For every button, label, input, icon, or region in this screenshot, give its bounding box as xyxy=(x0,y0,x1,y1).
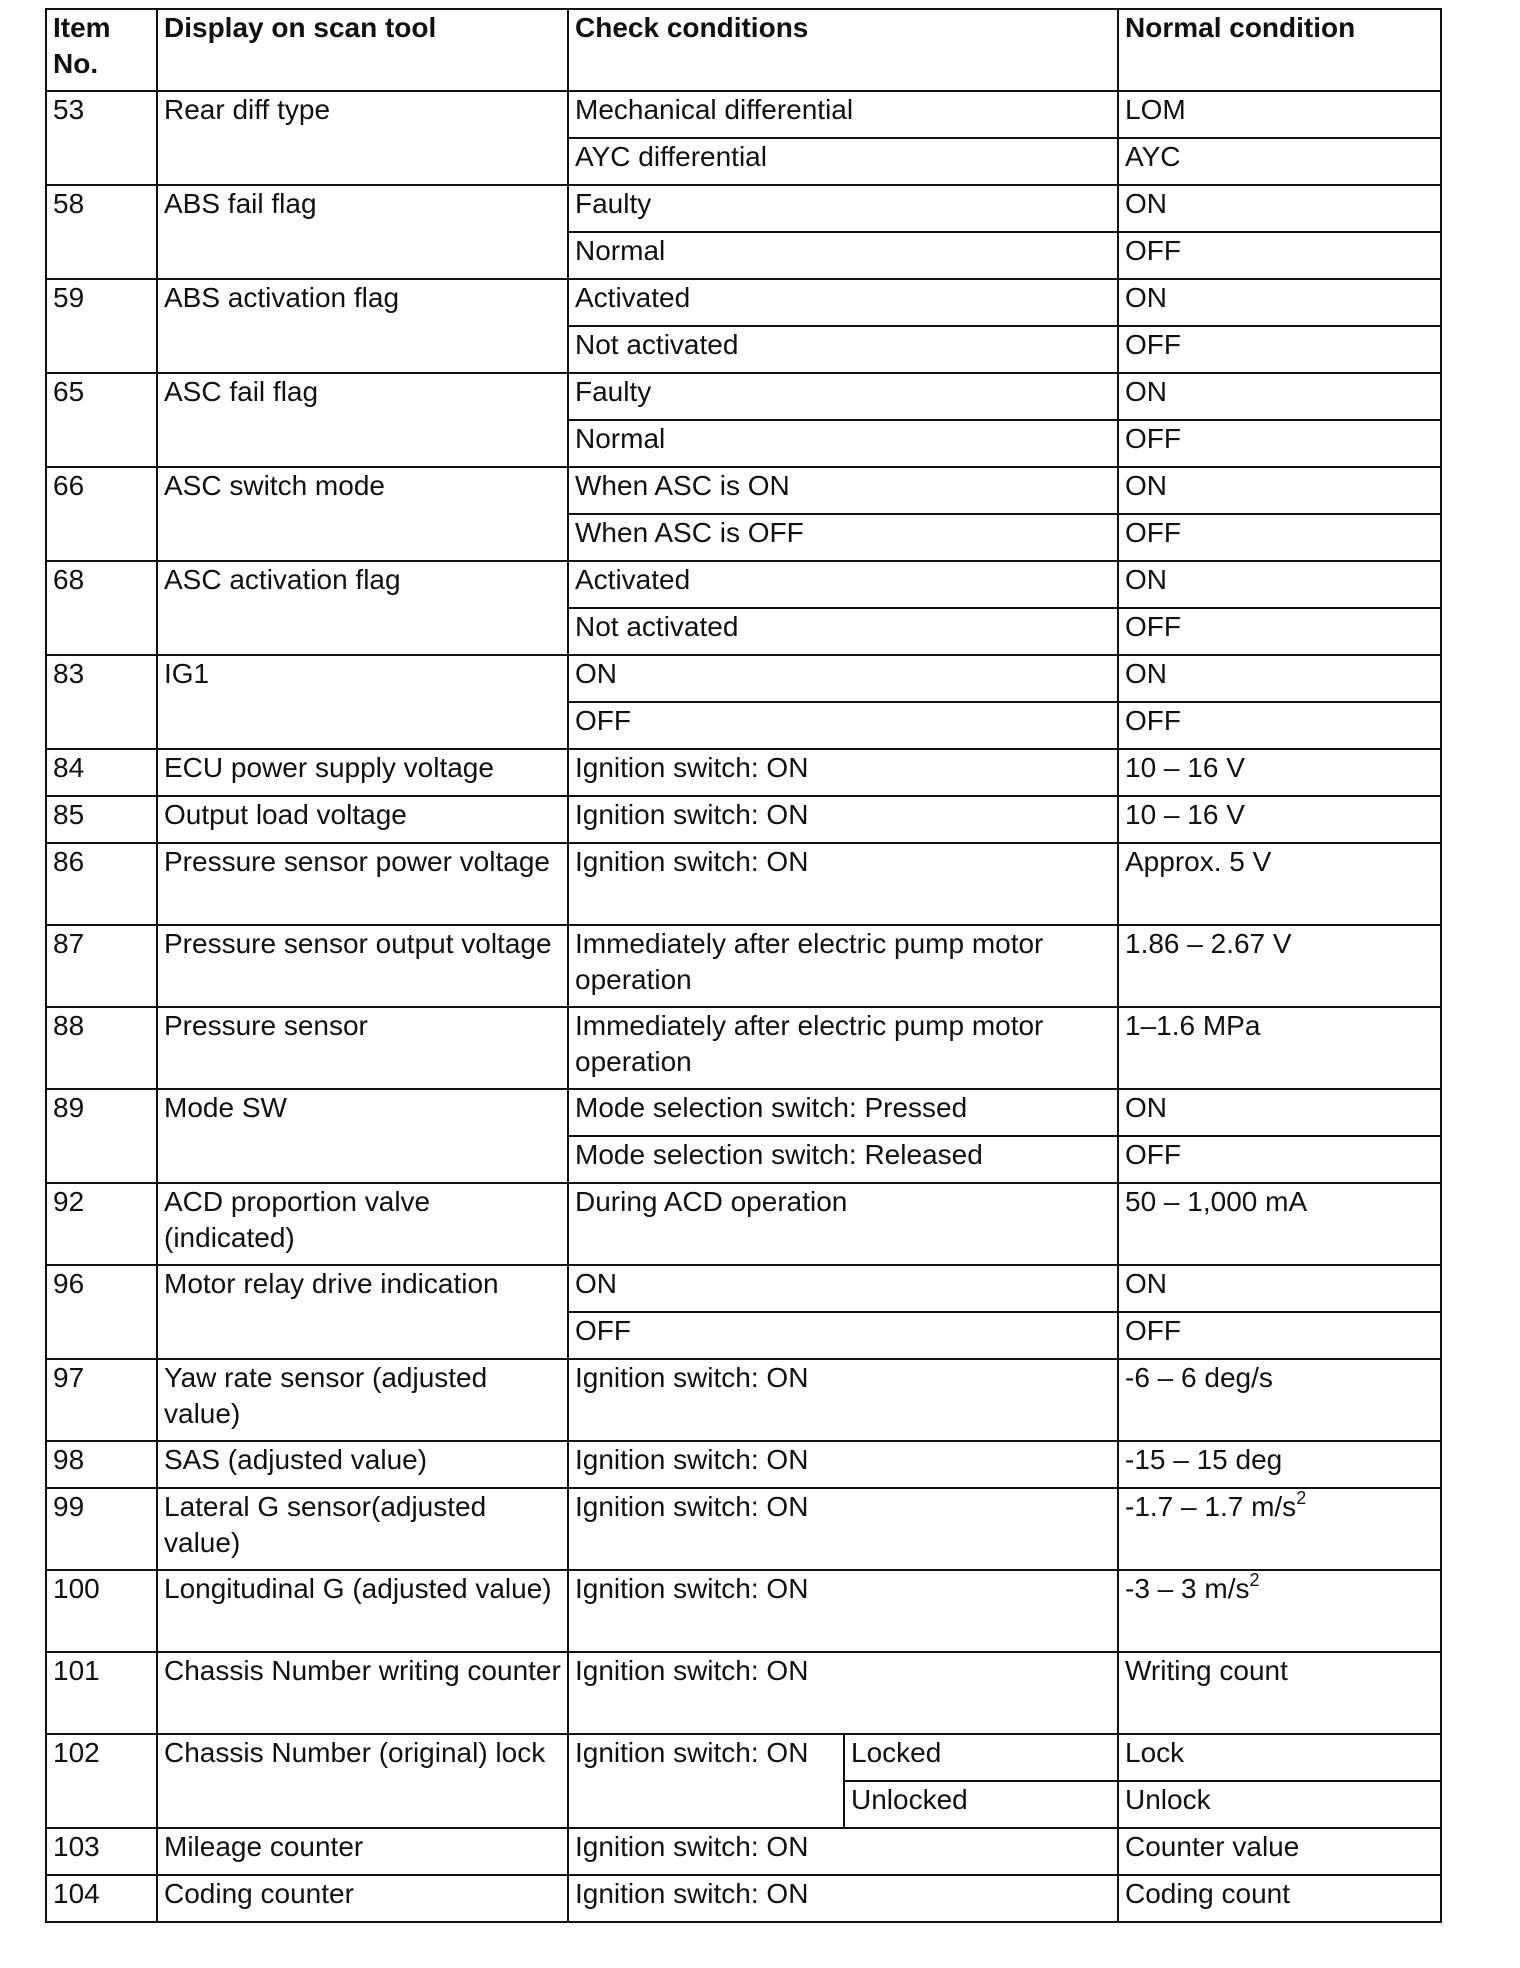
item-number: 66 xyxy=(46,467,157,561)
normal-condition xyxy=(1118,420,1441,467)
check-sub-condition: Unlocked xyxy=(844,1781,1118,1828)
display-item: Pressure sensor xyxy=(157,1007,568,1089)
normal-value: Coding count xyxy=(1125,1878,1291,1909)
normal-value: 10 – 16 V xyxy=(1125,799,1245,830)
normal-value: 50 – 1,000 mA xyxy=(1125,1186,1308,1217)
display-item: Mileage counter xyxy=(157,1828,568,1875)
check-condition: Normal xyxy=(568,232,1118,279)
table-row xyxy=(46,1183,1441,1265)
check-condition: When ASC is ON xyxy=(568,467,1118,514)
normal-condition xyxy=(1118,796,1441,843)
item-number: 87 xyxy=(46,925,157,1007)
table-row xyxy=(46,796,1441,843)
display-item: Rear diff type xyxy=(157,91,568,185)
normal-value: LOM xyxy=(1125,94,1186,125)
check-condition: OFF xyxy=(568,1312,1118,1359)
display-item: Mode SW xyxy=(157,1089,568,1183)
header-display: Display on scan tool xyxy=(157,9,568,91)
item-number: 104 xyxy=(46,1875,157,1922)
item-number: 99 xyxy=(46,1488,157,1570)
table-row xyxy=(46,1828,1441,1875)
table-body xyxy=(46,91,1441,1922)
table-row xyxy=(46,1265,1441,1312)
display-item: ASC switch mode xyxy=(157,467,568,561)
display-item: Longitudinal G (adjusted value) xyxy=(157,1570,568,1652)
check-condition: Ignition switch: ON xyxy=(568,843,1118,925)
display-item: Chassis Number writing counter xyxy=(157,1652,568,1734)
check-condition: Ignition switch: ON xyxy=(568,1875,1118,1922)
item-number: 84 xyxy=(46,749,157,796)
display-item: Pressure sensor output voltage xyxy=(157,925,568,1007)
item-number: 88 xyxy=(46,1007,157,1089)
normal-condition xyxy=(1118,279,1441,326)
display-item: Chassis Number (original) lock xyxy=(157,1734,568,1828)
check-condition: Ignition switch: ON xyxy=(568,1652,1118,1734)
check-condition: Immediately after electric pump motor operation xyxy=(568,1007,1118,1089)
normal-condition xyxy=(1118,185,1441,232)
normal-value: OFF xyxy=(1125,235,1181,266)
display-item: Output load voltage xyxy=(157,796,568,843)
table-row xyxy=(46,843,1441,925)
normal-condition xyxy=(1118,1183,1441,1265)
normal-value: -3 – 3 m/s xyxy=(1125,1573,1250,1604)
check-sub-condition: Locked xyxy=(844,1734,1118,1781)
item-number: 68 xyxy=(46,561,157,655)
normal-condition xyxy=(1118,514,1441,561)
check-condition: Activated xyxy=(568,561,1118,608)
check-condition: When ASC is OFF xyxy=(568,514,1118,561)
display-item: ABS activation flag xyxy=(157,279,568,373)
table-row xyxy=(46,467,1441,514)
normal-value: Lock xyxy=(1125,1737,1185,1768)
normal-condition xyxy=(1118,1652,1441,1734)
normal-condition xyxy=(1118,749,1441,796)
display-item: ASC activation flag xyxy=(157,561,568,655)
normal-condition xyxy=(1118,1828,1441,1875)
check-condition: Ignition switch: ON xyxy=(568,1734,844,1828)
normal-condition xyxy=(1118,1265,1441,1312)
normal-condition xyxy=(1118,843,1441,925)
header-row xyxy=(46,9,1441,91)
display-item: Pressure sensor power voltage xyxy=(157,843,568,925)
normal-condition xyxy=(1118,1781,1441,1828)
normal-condition xyxy=(1118,1488,1441,1570)
check-condition: Mode selection switch: Pressed xyxy=(568,1089,1118,1136)
table-row xyxy=(46,373,1441,420)
table-row xyxy=(46,1652,1441,1734)
normal-value: Counter value xyxy=(1125,1831,1300,1862)
normal-value: OFF xyxy=(1125,611,1181,642)
check-condition: Not activated xyxy=(568,608,1118,655)
normal-condition xyxy=(1118,467,1441,514)
scan-tool-table xyxy=(45,8,1442,1923)
check-condition: Normal xyxy=(568,420,1118,467)
display-item: ACD proportion valve (indicated) xyxy=(157,1183,568,1265)
normal-condition xyxy=(1118,1734,1441,1781)
check-condition: Ignition switch: ON xyxy=(568,749,1118,796)
normal-condition xyxy=(1118,702,1441,749)
item-number: 65 xyxy=(46,373,157,467)
normal-condition xyxy=(1118,1312,1441,1359)
unit-exponent: 2 xyxy=(1296,1488,1307,1508)
display-item: Motor relay drive indication xyxy=(157,1265,568,1359)
item-number: 96 xyxy=(46,1265,157,1359)
normal-value: AYC xyxy=(1125,141,1181,172)
item-number: 83 xyxy=(46,655,157,749)
normal-value: ON xyxy=(1125,282,1167,313)
normal-value: ON xyxy=(1125,658,1167,689)
table-row xyxy=(46,1359,1441,1441)
normal-condition xyxy=(1118,1570,1441,1652)
display-item: Yaw rate sensor (adjusted value) xyxy=(157,1359,568,1441)
item-number: 85 xyxy=(46,796,157,843)
normal-value: -15 – 15 deg xyxy=(1125,1444,1283,1475)
check-condition: Mode selection switch: Released xyxy=(568,1136,1118,1183)
header-item-no: Item No. xyxy=(46,9,157,91)
check-condition: Faulty xyxy=(568,185,1118,232)
item-number: 92 xyxy=(46,1183,157,1265)
normal-condition xyxy=(1118,373,1441,420)
normal-condition xyxy=(1118,232,1441,279)
normal-value: OFF xyxy=(1125,329,1181,360)
item-number: 97 xyxy=(46,1359,157,1441)
normal-value: ON xyxy=(1125,188,1167,219)
check-condition: Ignition switch: ON xyxy=(568,1441,1118,1488)
table-row xyxy=(46,561,1441,608)
check-condition: AYC differential xyxy=(568,138,1118,185)
normal-value: -1.7 – 1.7 m/s xyxy=(1125,1491,1297,1522)
table-row xyxy=(46,1875,1441,1922)
item-number: 58 xyxy=(46,185,157,279)
check-condition: Ignition switch: ON xyxy=(568,1488,1118,1570)
display-item: ECU power supply voltage xyxy=(157,749,568,796)
check-condition: Activated xyxy=(568,279,1118,326)
normal-value: Approx. 5 V xyxy=(1125,846,1272,877)
normal-condition xyxy=(1118,1359,1441,1441)
item-number: 101 xyxy=(46,1652,157,1734)
item-number: 100 xyxy=(46,1570,157,1652)
display-item: ASC fail flag xyxy=(157,373,568,467)
header-normal-condition: Normal condition xyxy=(1118,9,1441,91)
item-number: 102 xyxy=(46,1734,157,1828)
normal-condition xyxy=(1118,1007,1441,1089)
normal-condition xyxy=(1118,1875,1441,1922)
normal-value: 1–1.6 MPa xyxy=(1125,1010,1261,1041)
check-condition: Ignition switch: ON xyxy=(568,1359,1118,1441)
table-row xyxy=(46,1734,1441,1781)
display-item: SAS (adjusted value) xyxy=(157,1441,568,1488)
normal-value: -6 – 6 deg/s xyxy=(1125,1362,1273,1393)
table-row xyxy=(46,749,1441,796)
display-item: Lateral G sensor(adjusted value) xyxy=(157,1488,568,1570)
table-row xyxy=(46,1089,1441,1136)
normal-condition xyxy=(1118,138,1441,185)
normal-value: ON xyxy=(1125,564,1167,595)
check-condition: Ignition switch: ON xyxy=(568,796,1118,843)
check-condition: Immediately after electric pump motor operation xyxy=(568,925,1118,1007)
item-number: 59 xyxy=(46,279,157,373)
check-condition: Faulty xyxy=(568,373,1118,420)
normal-condition xyxy=(1118,561,1441,608)
normal-value: OFF xyxy=(1125,1315,1181,1346)
check-condition: During ACD operation xyxy=(568,1183,1118,1265)
check-condition: ON xyxy=(568,1265,1118,1312)
table-row xyxy=(46,279,1441,326)
normal-value: OFF xyxy=(1125,705,1181,736)
normal-condition xyxy=(1118,1136,1441,1183)
table-row xyxy=(46,185,1441,232)
normal-value: OFF xyxy=(1125,517,1181,548)
display-item: Coding counter xyxy=(157,1875,568,1922)
item-number: 53 xyxy=(46,91,157,185)
item-number: 86 xyxy=(46,843,157,925)
check-condition: Ignition switch: ON xyxy=(568,1570,1118,1652)
display-item: IG1 xyxy=(157,655,568,749)
normal-value: 10 – 16 V xyxy=(1125,752,1245,783)
check-condition: Mechanical differential xyxy=(568,91,1118,138)
normal-value: ON xyxy=(1125,470,1167,501)
normal-value: 1.86 – 2.67 V xyxy=(1125,928,1292,959)
normal-value: ON xyxy=(1125,1092,1167,1123)
normal-value: OFF xyxy=(1125,423,1181,454)
item-number: 89 xyxy=(46,1089,157,1183)
normal-condition xyxy=(1118,655,1441,702)
check-condition: OFF xyxy=(568,702,1118,749)
item-number: 103 xyxy=(46,1828,157,1875)
item-number: 98 xyxy=(46,1441,157,1488)
check-condition: Ignition switch: ON xyxy=(568,1828,1118,1875)
table-row xyxy=(46,1007,1441,1089)
check-condition: ON xyxy=(568,655,1118,702)
normal-condition xyxy=(1118,91,1441,138)
check-condition: Not activated xyxy=(568,326,1118,373)
table-row xyxy=(46,655,1441,702)
normal-condition xyxy=(1118,1441,1441,1488)
normal-condition xyxy=(1118,326,1441,373)
normal-value: Writing count xyxy=(1125,1655,1288,1686)
normal-condition xyxy=(1118,1089,1441,1136)
unit-exponent: 2 xyxy=(1249,1570,1260,1590)
normal-value: OFF xyxy=(1125,1139,1181,1170)
normal-value: Unlock xyxy=(1125,1784,1211,1815)
header-check-conditions: Check conditions xyxy=(568,9,1118,91)
normal-value: ON xyxy=(1125,376,1167,407)
table-row xyxy=(46,91,1441,138)
display-item: ABS fail flag xyxy=(157,185,568,279)
table-row xyxy=(46,925,1441,1007)
normal-condition xyxy=(1118,925,1441,1007)
table-row xyxy=(46,1441,1441,1488)
normal-value: ON xyxy=(1125,1268,1167,1299)
table-row xyxy=(46,1488,1441,1570)
normal-condition xyxy=(1118,608,1441,655)
table-row xyxy=(46,1570,1441,1652)
